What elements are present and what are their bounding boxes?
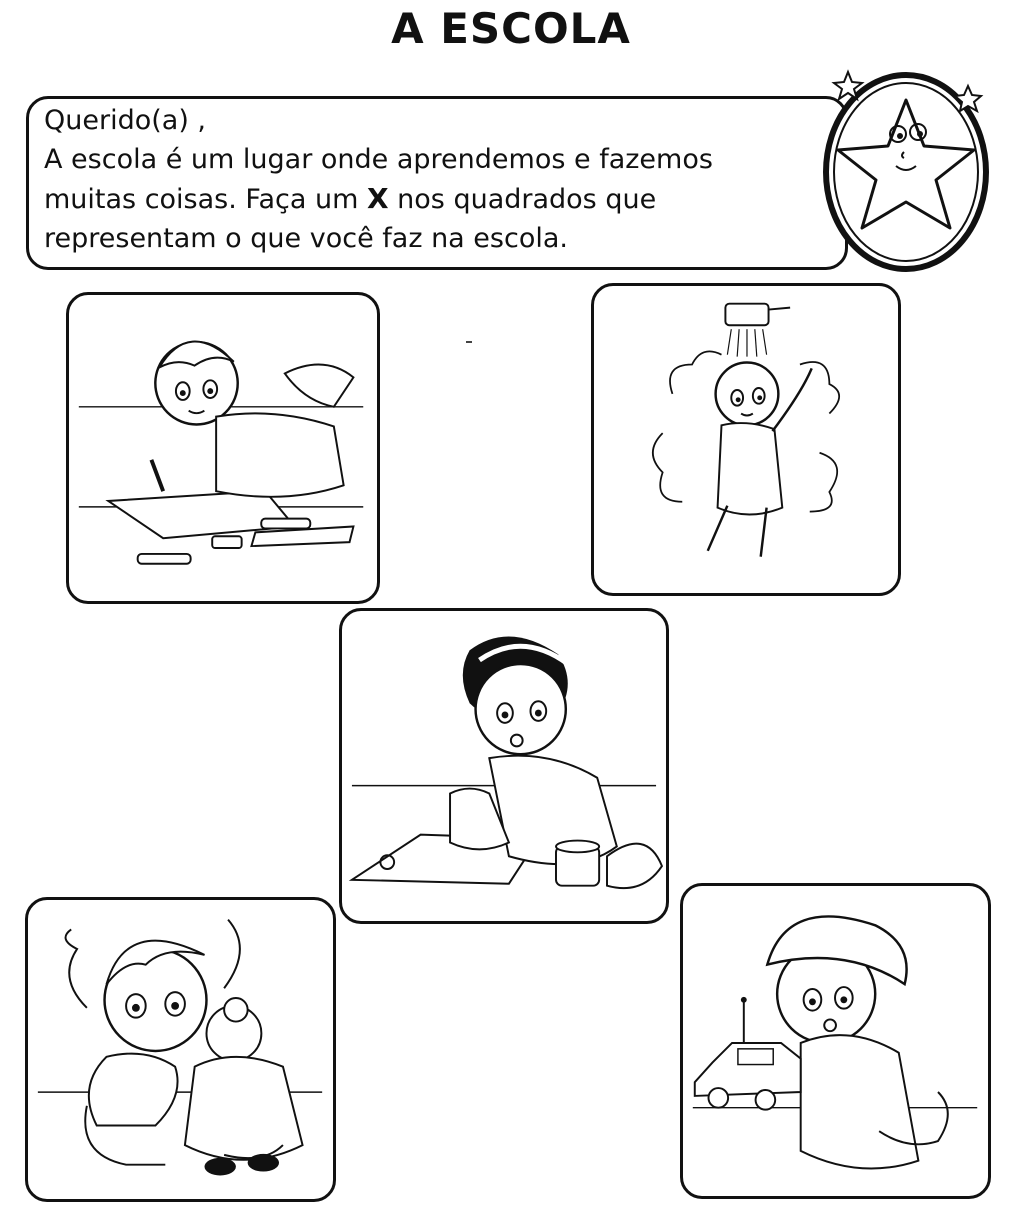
greeting: Querido(a) , bbox=[44, 105, 207, 136]
message-text bbox=[44, 101, 766, 258]
message-line-2-start: muitas coisas. Faça um bbox=[44, 184, 367, 215]
shower-illustration-icon bbox=[594, 286, 898, 593]
star-mascot-icon bbox=[818, 60, 1002, 276]
card-finger-painting[interactable] bbox=[339, 608, 669, 924]
card-taking-shower[interactable] bbox=[591, 283, 901, 596]
card-hugging-doll[interactable] bbox=[25, 897, 336, 1202]
card-drawing-on-paper[interactable] bbox=[66, 292, 380, 604]
card-playing-toy-car[interactable] bbox=[680, 883, 991, 1199]
message-line-2-end: nos quadrados que bbox=[388, 184, 657, 215]
message-line-1: A escola é um lugar onde aprendemos e fazemos bbox=[44, 144, 713, 175]
page-title: A ESCOLA bbox=[391, 4, 631, 53]
doll-illustration-icon bbox=[28, 900, 333, 1199]
x-mark: X bbox=[366, 182, 389, 215]
message-line-3: representam o que você faz na escola. bbox=[44, 223, 568, 254]
stray-mark bbox=[466, 341, 472, 343]
drawing-illustration-icon bbox=[69, 295, 377, 601]
message-line-2 bbox=[44, 179, 766, 219]
painting-illustration-icon bbox=[342, 611, 666, 921]
toy-car-illustration-icon bbox=[683, 886, 988, 1196]
